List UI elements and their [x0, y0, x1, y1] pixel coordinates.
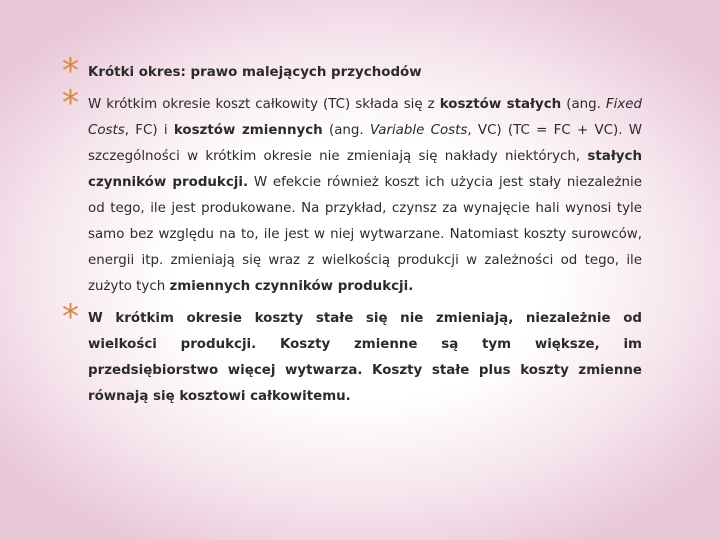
- bullet-paragraph-2: [62, 297, 642, 410]
- term-variable-factors: zmiennych czynników produkcji.: [169, 279, 414, 294]
- term-fixed-costs: kosztów stałych: [439, 97, 562, 112]
- term-fixed-costs-en: Fixed Costs: [88, 97, 643, 138]
- asterisk-bullet-icon: *: [62, 51, 79, 91]
- term-variable-costs: kosztów zmiennych: [173, 123, 323, 138]
- p1-text-9: , VC) (TC = FC + VC). W szczególności w krótkim okresie nie zmieniają się nakłady niektórych,: [88, 123, 643, 164]
- p2-text: W krótkim okresie koszty stałe się nie zmieniają, niezależnie od wielkości produkcji. Koszty zmienne są tym większe, im przedsiębiorstwo więcej wytwarza. Koszty stałe plus koszty zmienne równają się kosztowi całkowitemu.: [88, 311, 642, 404]
- term-fixed-factors: stałych czynników produkcji.: [88, 149, 642, 190]
- asterisk-bullet-icon: *: [62, 297, 79, 337]
- bullet-heading: [62, 51, 642, 91]
- bullet-list: [62, 51, 643, 416]
- bullet-paragraph-1: [62, 83, 643, 300]
- p1-text-11: W efekcie również koszt ich użycia jest stały niezależnie od tego, ile jest produkowane. Na przykład, czynsz za wynajęcie hali wynosi tyle samo bez względu na to, ile jest w niej wytwarzane. Natomiast koszty surowców, energii itp. zmieniają się wraz z wielkością produkcji w zależności od tego, ile zużyto tych: [88, 175, 642, 294]
- p1-text-7: (ang.: [322, 123, 370, 138]
- p1-text-1: W krótkim okresie koszt całkowity (TC) składa się z: [88, 97, 440, 112]
- asterisk-bullet-icon: *: [62, 83, 79, 123]
- p1-text-3: (ang.: [561, 97, 606, 112]
- term-variable-costs-en: Variable Costs: [369, 123, 468, 138]
- p1-text-5: , FC) i: [124, 123, 174, 138]
- slide-heading: Krótki okres: prawo malejących przychodów: [88, 65, 422, 80]
